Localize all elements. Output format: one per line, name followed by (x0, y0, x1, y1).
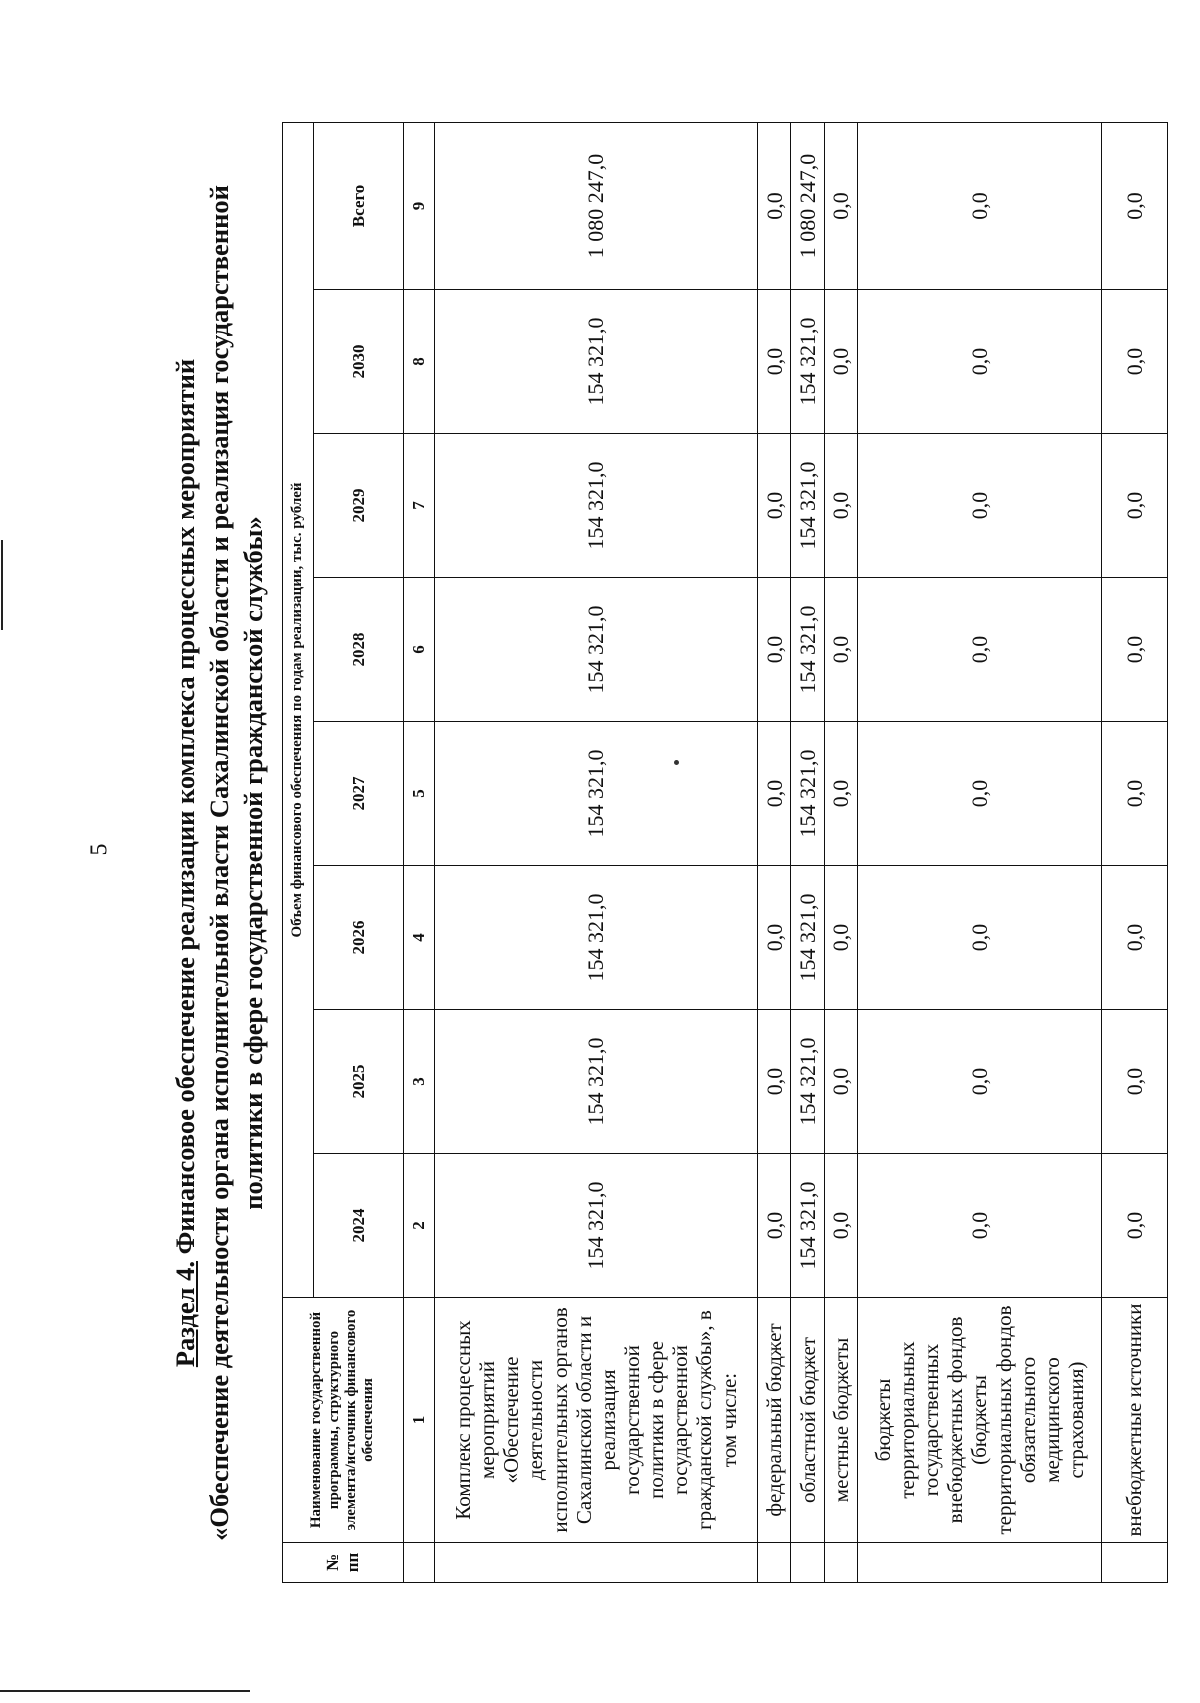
row-name: федеральный бюджет (758, 1298, 791, 1543)
row-value: 0,0 (758, 122, 791, 289)
row-value: 0,0 (824, 1154, 857, 1298)
row-name: областной бюджет (791, 1298, 824, 1543)
header-year-2029: 2029 (313, 434, 403, 578)
row-value: 154 321,0 (791, 434, 824, 578)
row-value: 154 321,0 (434, 1154, 758, 1298)
row-name: Комплекс процессных мероприятий «Обеспечение деятельности исполнительных органов Сахалинской области и реализация государственной политики в сфере государственной гражданской службы», в том числе: (434, 1298, 758, 1543)
row-value: 0,0 (1102, 722, 1168, 866)
row-value: 154 321,0 (791, 722, 824, 866)
row-value: 154 321,0 (434, 290, 758, 434)
section-title (168, 123, 270, 1603)
scan-edge-mark (0, 1690, 250, 1692)
row-value: 0,0 (857, 122, 1101, 289)
row-value: 0,0 (1102, 1010, 1168, 1154)
header-volume: Объем финансового обеспечения по годам реализации, тыс. рублей (283, 122, 314, 1297)
row-value: 154 321,0 (791, 1154, 824, 1298)
row-value: 0,0 (758, 1010, 791, 1154)
row-value: 154 321,0 (434, 866, 758, 1010)
row-value: 0,0 (1102, 1154, 1168, 1298)
row-name: местные бюджеты (824, 1298, 857, 1543)
column-number: 6 (403, 578, 434, 722)
header-name: Наименование государственной программы, структурного элемента/источник финансового обеспечения (283, 1298, 404, 1543)
row-value: 0,0 (1102, 434, 1168, 578)
row-no (791, 1543, 824, 1583)
row-value: 0,0 (758, 578, 791, 722)
row-value: 0,0 (824, 866, 857, 1010)
row-no (857, 1543, 1101, 1583)
row-value: 0,0 (1102, 122, 1168, 289)
financing-table (282, 122, 1168, 1583)
row-value: 0,0 (758, 866, 791, 1010)
header-year-2030: 2030 (313, 290, 403, 434)
row-value: 154 321,0 (791, 866, 824, 1010)
column-number: 9 (403, 122, 434, 289)
row-value: 0,0 (824, 122, 857, 289)
header-year-2028: 2028 (313, 578, 403, 722)
row-value: 0,0 (857, 722, 1101, 866)
table-row (791, 122, 824, 1582)
column-number: 4 (403, 866, 434, 1010)
row-value: 0,0 (824, 290, 857, 434)
column-number: 3 (403, 1010, 434, 1154)
table-row (857, 122, 1101, 1582)
row-value: 0,0 (824, 722, 857, 866)
header-year-2026: 2026 (313, 866, 403, 1010)
column-number: 5 (403, 722, 434, 866)
column-number: 7 (403, 434, 434, 578)
row-value: 154 321,0 (791, 578, 824, 722)
column-number: 2 (403, 1154, 434, 1298)
table-row (434, 122, 758, 1582)
row-value: 0,0 (857, 866, 1101, 1010)
row-value: 154 321,0 (791, 1010, 824, 1154)
row-value: 0,0 (758, 1154, 791, 1298)
row-value: 0,0 (824, 434, 857, 578)
title-section-label: Раздел 4. (170, 1261, 200, 1368)
row-value: 154 321,0 (434, 722, 758, 866)
row-name: бюджеты территориальных государственных внебюджетных фондов (бюджеты территориальных фондов обязательного медицинского страхования) (857, 1298, 1101, 1543)
row-value: 0,0 (1102, 578, 1168, 722)
row-value: 154 321,0 (434, 1010, 758, 1154)
column-number: 1 (403, 1298, 434, 1543)
column-number: 8 (403, 290, 434, 434)
row-value: 0,0 (1102, 290, 1168, 434)
row-value: 0,0 (857, 578, 1101, 722)
column-number (403, 1543, 434, 1583)
header-year-2027: 2027 (313, 722, 403, 866)
row-no (824, 1543, 857, 1583)
row-value: 0,0 (857, 1154, 1101, 1298)
row-value: 1 080 247,0 (791, 122, 824, 289)
row-value: 0,0 (824, 1010, 857, 1154)
row-value: 0,0 (857, 1010, 1101, 1154)
page-number: 5 (86, 843, 113, 856)
row-value: 0,0 (758, 434, 791, 578)
row-value: 0,0 (857, 434, 1101, 578)
header-year-2024: 2024 (313, 1154, 403, 1298)
row-no (434, 1543, 758, 1583)
title-line-3: политики в сфере государственной гражданской службы» (238, 516, 268, 1210)
row-value: 1 080 247,0 (434, 122, 758, 289)
header-no: № пп (283, 1543, 404, 1583)
row-value: 0,0 (758, 290, 791, 434)
row-no (1102, 1543, 1168, 1583)
row-value: 0,0 (824, 578, 857, 722)
table-row (758, 122, 791, 1582)
table-row (824, 122, 857, 1582)
title-line-1 (168, 123, 202, 1603)
row-name: внебюджетные источники (1102, 1298, 1168, 1543)
scan-speck (674, 760, 679, 765)
title-line-2: «Обеспечение деятельности органа исполнительной власти Сахалинской области и реализация государственной (204, 185, 234, 1541)
scan-edge-mark (1, 540, 3, 630)
rotated-page-content (160, 93, 1172, 1623)
header-total: Всего (313, 122, 403, 289)
row-value: 0,0 (857, 290, 1101, 434)
header-year-2025: 2025 (313, 1010, 403, 1154)
row-value: 0,0 (1102, 866, 1168, 1010)
row-value: 154 321,0 (791, 290, 824, 434)
row-no (758, 1543, 791, 1583)
row-value: 154 321,0 (434, 578, 758, 722)
row-value: 0,0 (758, 722, 791, 866)
table-row (1102, 122, 1168, 1582)
row-value: 154 321,0 (434, 434, 758, 578)
title-line-1-text: Финансовое обеспечение реализации комплекса процессных мероприятий (170, 358, 200, 1261)
